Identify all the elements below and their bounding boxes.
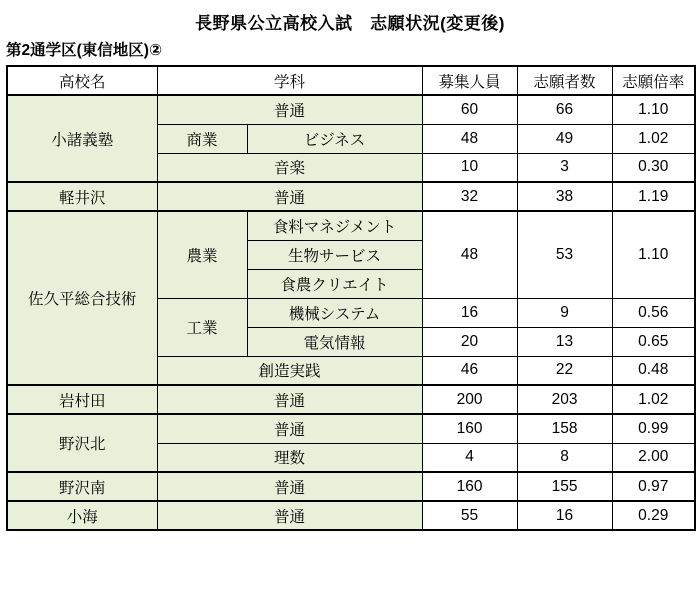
table-row [7,472,695,501]
cell-capacity: 46 [422,356,517,385]
cell-ratio: 1.10 [612,95,695,124]
cell-applicants: 16 [517,501,612,530]
cell-ratio: 2.00 [612,443,695,472]
cell-capacity: 60 [422,95,517,124]
table-row [7,95,695,124]
cell-school: 小海 [7,501,157,530]
cell-school: 小諸義塾 [7,95,157,182]
table-row [7,182,695,211]
cell-department: 工業 [157,298,247,356]
cell-applicants: 158 [517,414,612,443]
cell-school: 野沢北 [7,414,157,472]
cell-applicants: 203 [517,385,612,414]
cell-applicants: 155 [517,472,612,501]
table-row [7,211,695,240]
table-header-row [7,66,695,95]
cell-department: 農業 [157,211,247,298]
header-department: 学科 [157,66,422,95]
cell-course: 理数 [157,443,422,472]
cell-capacity: 160 [422,472,517,501]
application-status-table [6,65,696,531]
cell-school: 佐久平総合技術 [7,211,157,385]
cell-applicants: 66 [517,95,612,124]
cell-capacity: 4 [422,443,517,472]
cell-course: 食料マネジメント [247,211,422,240]
cell-school: 野沢南 [7,472,157,501]
table-row [7,414,695,443]
cell-applicants: 13 [517,327,612,356]
cell-applicants: 53 [517,211,612,298]
cell-applicants: 22 [517,356,612,385]
cell-ratio: 1.02 [612,385,695,414]
cell-course: 生物サービス [247,240,422,269]
cell-course: 普通 [157,501,422,530]
cell-ratio: 1.10 [612,211,695,298]
cell-ratio: 1.02 [612,124,695,153]
cell-course: 普通 [157,95,422,124]
cell-applicants: 49 [517,124,612,153]
header-applicants: 志願者数 [517,66,612,95]
cell-capacity: 20 [422,327,517,356]
cell-ratio: 1.19 [612,182,695,211]
cell-course: 普通 [157,385,422,414]
cell-school: 岩村田 [7,385,157,414]
cell-applicants: 9 [517,298,612,327]
cell-applicants: 38 [517,182,612,211]
cell-capacity: 32 [422,182,517,211]
page-title: 長野県公立高校入試 志願状況(変更後) [195,14,505,33]
cell-ratio: 0.48 [612,356,695,385]
cell-capacity: 55 [422,501,517,530]
cell-ratio: 0.56 [612,298,695,327]
cell-course: 普通 [157,182,422,211]
cell-capacity: 160 [422,414,517,443]
cell-ratio: 0.97 [612,472,695,501]
table-row [7,385,695,414]
section-subtitle: 第2通学区(東信地区)② [6,42,163,59]
cell-course: 電気情報 [247,327,422,356]
cell-applicants: 8 [517,443,612,472]
cell-course: 普通 [157,414,422,443]
cell-department: 商業 [157,124,247,153]
header-school: 高校名 [7,66,157,95]
cell-course: 普通 [157,472,422,501]
header-ratio: 志願倍率 [612,66,695,95]
cell-course: 機械システム [247,298,422,327]
table-row [7,501,695,530]
cell-capacity: 200 [422,385,517,414]
cell-course: 音楽 [157,153,422,182]
cell-applicants: 3 [517,153,612,182]
cell-ratio: 0.65 [612,327,695,356]
cell-course: 創造実践 [157,356,422,385]
cell-ratio: 0.99 [612,414,695,443]
cell-capacity: 48 [422,211,517,298]
cell-course: 食農クリエイト [247,269,422,298]
header-capacity: 募集人員 [422,66,517,95]
cell-ratio: 0.30 [612,153,695,182]
cell-ratio: 0.29 [612,501,695,530]
cell-course: ビジネス [247,124,422,153]
cell-school: 軽井沢 [7,182,157,211]
cell-capacity: 10 [422,153,517,182]
cell-capacity: 48 [422,124,517,153]
cell-capacity: 16 [422,298,517,327]
